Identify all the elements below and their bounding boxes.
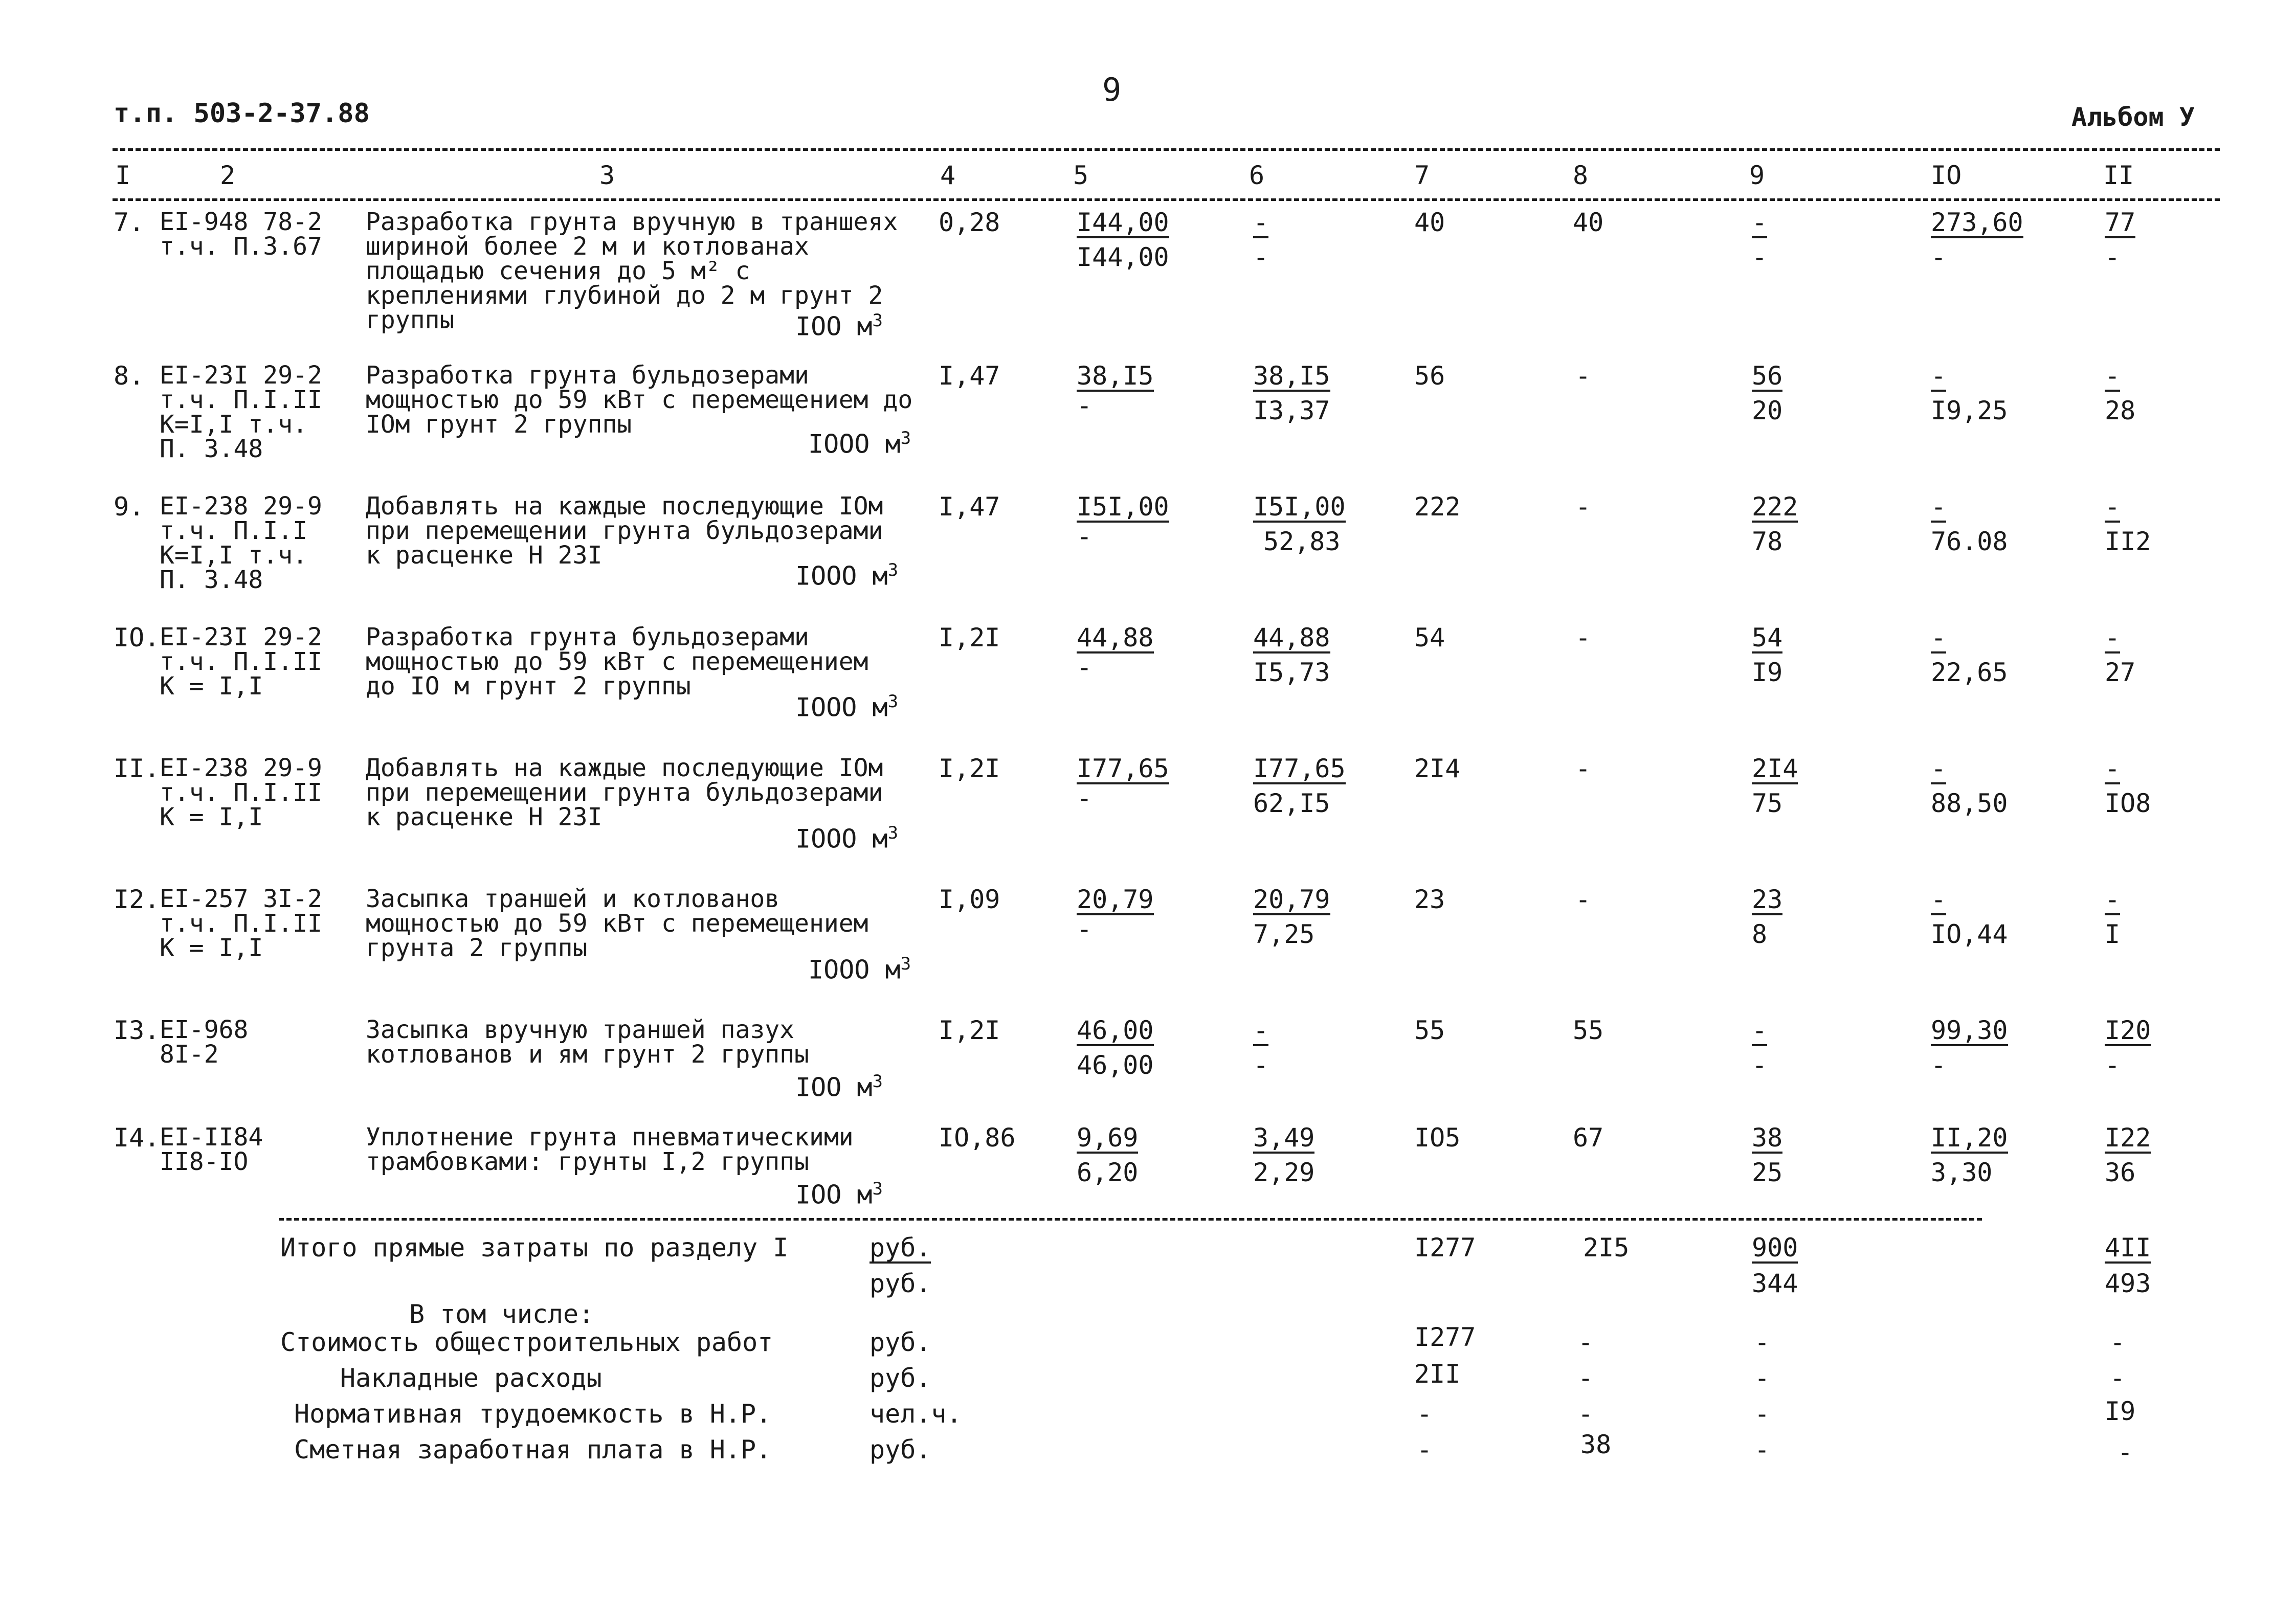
unit-cost-total: 20,79 [1077, 885, 1154, 914]
totals-line-c11: - [2117, 1437, 2133, 1467]
totals-line-unit: руб. [870, 1363, 931, 1393]
machine-cost: - [1752, 208, 1768, 237]
unit-cost-machine-wage: I5,73 [1253, 658, 1330, 687]
machine-wage: I9 [1752, 658, 1783, 687]
unit-cost-wage: - [1077, 652, 1093, 682]
labor-per-unit-machinist: 88,50 [1931, 788, 2008, 818]
total-cost: 2I4 [1414, 754, 1461, 783]
labor-per-unit-machinist: - [1931, 242, 1947, 272]
row-number: IO. [114, 623, 160, 652]
labor-per-unit: II,20 [1931, 1123, 2008, 1153]
labor-per-unit: - [1931, 623, 1947, 652]
column-header-9: 9 [1749, 161, 1765, 190]
row-number: I3. [114, 1016, 160, 1045]
measure-unit: IOO $м^3$ [795, 1071, 883, 1102]
machine-cost: - [1752, 1016, 1768, 1045]
unit-cost-wage: - [1077, 783, 1093, 813]
unit-cost-machine: 44,88 [1253, 623, 1330, 652]
header-top-rule [113, 148, 2220, 151]
work-description: Засыпка вручную траншей пазух котлованов и ям грунт 2 группы [366, 1016, 809, 1069]
rate-code: EI-23I 29-2 т.ч. П.I.II К = I,I [160, 623, 322, 701]
unit-cost-machine: I5I,00 [1253, 492, 1346, 522]
totals-line-c11: I9 [2105, 1396, 2136, 1426]
quantity: IO,86 [939, 1123, 1016, 1153]
column-header-4: 4 [940, 161, 956, 190]
labor-total: - [2105, 623, 2121, 652]
labor-per-unit-machinist: 22,65 [1931, 658, 2008, 687]
measure-unit: IOOO $м^3$ [795, 691, 899, 723]
direct-costs-wage: 2I5 [1583, 1233, 1630, 1263]
labor-per-unit: 99,30 [1931, 1016, 2008, 1045]
basic-wage: - [1575, 361, 1591, 391]
labor-total-machinist: I [2105, 919, 2121, 949]
album-label: Альбом У [2071, 102, 2195, 132]
labor-per-unit-machinist: 76.08 [1931, 527, 2008, 556]
unit-cost-machine: I77,65 [1253, 754, 1346, 783]
column-header-11: II [2103, 161, 2134, 190]
work-description: Добавлять на каждые последующие IOм при перемещении грунта бульдозерами к расценке Н 23I [366, 492, 883, 570]
basic-wage: - [1575, 623, 1591, 652]
machine-cost: 54 [1752, 623, 1783, 652]
rate-code: EI-23I 29-2 т.ч. П.I.II К=I,I т.ч. П. 3.48 [160, 361, 322, 463]
row-number: I2. [114, 885, 160, 914]
work-description: Разработка грунта бульдозерами мощностью до 59 кВт с перемещением до IOм грунт 2 группы [366, 361, 913, 439]
machine-cost: 38 [1752, 1123, 1783, 1153]
totals-line-c9: - [1754, 1327, 1770, 1357]
totals-line-label: Стоимость общестроительных работ [280, 1327, 773, 1357]
quantity: I,2I [939, 754, 1000, 783]
totals-line-c9: - [1754, 1363, 1770, 1393]
labor-total: I20 [2105, 1016, 2151, 1045]
totals-line-c8: - [1578, 1363, 1594, 1393]
labor-per-unit-machinist: I9,25 [1931, 396, 2008, 425]
machine-cost: 56 [1752, 361, 1783, 391]
document-reference: т.п. 503-2-37.88 [114, 98, 370, 129]
labor-total-machinist: II2 [2105, 527, 2151, 556]
unit-cost-total: 9,69 [1077, 1123, 1139, 1153]
labor-per-unit: - [1931, 885, 1947, 914]
measure-unit: IOOO $м^3$ [795, 560, 899, 591]
including-label: В том числе: [409, 1299, 594, 1329]
row-number: I4. [114, 1123, 160, 1153]
quantity: 0,28 [939, 208, 1000, 237]
unit-cost-machine-wage: 62,I5 [1253, 788, 1330, 818]
column-header-6: 6 [1249, 161, 1265, 190]
page-number: 9 [1102, 71, 1122, 108]
row-number: II. [114, 754, 160, 783]
machine-wage: 75 [1752, 788, 1783, 818]
column-header-5: 5 [1073, 161, 1089, 190]
direct-costs-total: I277 [1414, 1233, 1476, 1263]
unit-cost-machine: 20,79 [1253, 885, 1330, 914]
column-header-3: 3 [599, 161, 615, 190]
direct-costs-label: Итого прямые затраты по разделу I [280, 1233, 789, 1263]
rate-code: EI-948 78-2 т.ч. П.3.67 [160, 208, 322, 261]
totals-line-label: Нормативная трудоемкость в Н.Р. [294, 1399, 772, 1429]
unit-cost-machine-wage: 7,25 [1253, 919, 1315, 949]
basic-wage: 67 [1573, 1123, 1604, 1153]
unit-cost-wage: 6,20 [1077, 1158, 1139, 1187]
machine-wage: 25 [1752, 1158, 1783, 1187]
labor-per-unit: 273,60 [1931, 208, 2023, 237]
labor-total: - [2105, 885, 2121, 914]
unit-cost-machine: - [1253, 208, 1269, 237]
unit-cost-total: I5I,00 [1077, 492, 1169, 522]
totals-line-c7: - [1417, 1435, 1433, 1464]
totals-line-c8: 38 [1580, 1430, 1612, 1459]
quantity: I,47 [939, 361, 1000, 391]
direct-costs-machine-wage: 344 [1752, 1269, 1798, 1298]
labor-total: I22 [2105, 1123, 2151, 1153]
machine-wage: - [1752, 1050, 1768, 1080]
measure-unit: IOOO $м^3$ [795, 823, 899, 854]
direct-costs-labor-machinist: 493 [2105, 1269, 2151, 1298]
rate-code: EI-257 3I-2 т.ч. П.I.II К = I,I [160, 885, 322, 962]
header-bottom-rule [113, 198, 2220, 201]
rate-code: EI-238 29-9 т.ч. П.I.I К=I,I т.ч. П. 3.48 [160, 492, 322, 594]
labor-total: 77 [2105, 208, 2136, 237]
machine-wage: 20 [1752, 396, 1783, 425]
totals-line-unit: чел.ч. [870, 1399, 962, 1429]
labor-per-unit: - [1931, 754, 1947, 783]
total-cost: 222 [1414, 492, 1461, 522]
totals-line-c7: - [1417, 1399, 1433, 1429]
unit-cost-machine: 3,49 [1253, 1123, 1315, 1153]
labor-total: - [2105, 754, 2121, 783]
labor-total-machinist: 28 [2105, 396, 2136, 425]
unit-cost-machine-wage: - [1253, 242, 1269, 272]
totals-rule [279, 1218, 1982, 1221]
unit-cost-wage: - [1077, 522, 1093, 551]
unit-cost-total: 38,I5 [1077, 361, 1154, 391]
machine-cost: 23 [1752, 885, 1783, 914]
column-header-2: 2 [220, 161, 236, 190]
labor-total-machinist: - [2105, 242, 2121, 272]
rate-code: EI-238 29-9 т.ч. П.I.II К = I,I [160, 754, 322, 831]
unit-cost-wage: - [1077, 391, 1093, 420]
column-header-7: 7 [1414, 161, 1430, 190]
totals-line-c9: - [1754, 1399, 1770, 1429]
labor-total: - [2105, 492, 2121, 522]
unit-cost-wage: - [1077, 914, 1093, 944]
basic-wage: - [1575, 754, 1591, 783]
row-number: 9. [114, 492, 145, 522]
totals-line-unit: руб. [870, 1435, 931, 1464]
total-cost: 55 [1414, 1016, 1445, 1045]
labor-total-machinist: IO8 [2105, 788, 2151, 818]
measure-unit: IOOO $м^3$ [808, 428, 911, 459]
rate-code: EI-II84 II8-IO [160, 1123, 263, 1176]
machine-wage: - [1752, 242, 1768, 272]
basic-wage: 55 [1573, 1016, 1604, 1045]
machine-cost: 2I4 [1752, 754, 1798, 783]
unit-cost-machine-wage: - [1253, 1050, 1269, 1080]
rate-code: EI-968 8I-2 [160, 1016, 249, 1069]
column-header-8: 8 [1573, 161, 1589, 190]
unit-cost-machine-wage: 52,83 [1263, 527, 1341, 556]
basic-wage: - [1575, 885, 1591, 914]
total-cost: 40 [1414, 208, 1445, 237]
labor-total-machinist: 27 [2105, 658, 2136, 687]
totals-line-c9: - [1754, 1435, 1770, 1464]
total-cost: 54 [1414, 623, 1445, 652]
totals-line-c8: - [1578, 1327, 1594, 1357]
basic-wage: - [1575, 492, 1591, 522]
work-description: Разработка грунта вручную в траншеях шириной более 2 м и котлованах площадью сечения до 5 м² с креплениями глубиной до 2 м грунт 2 группы [366, 208, 898, 334]
labor-per-unit-machinist: IO,44 [1931, 919, 2008, 949]
labor-per-unit-machinist: - [1931, 1050, 1947, 1080]
totals-line-c11: - [2110, 1327, 2126, 1357]
work-description: Добавлять на каждые последующие IOм при перемещении грунта бульдозерами к расценке Н 23I [366, 754, 883, 831]
totals-line-label: Сметная заработная плата в Н.Р. [294, 1435, 772, 1464]
unit-cost-total: I44,00 [1077, 208, 1169, 237]
unit-cost-total: 46,00 [1077, 1016, 1154, 1045]
direct-costs-unit-2: руб. [870, 1269, 931, 1298]
total-cost: 56 [1414, 361, 1445, 391]
unit-cost-machine-wage: I3,37 [1253, 396, 1330, 425]
measure-unit: IOOO $м^3$ [808, 954, 911, 985]
row-number: 8. [114, 361, 145, 391]
machine-wage: 78 [1752, 527, 1783, 556]
unit-cost-total: 44,88 [1077, 623, 1154, 652]
labor-per-unit: - [1931, 492, 1947, 522]
totals-line-unit: руб. [870, 1327, 931, 1357]
quantity: I,09 [939, 885, 1000, 914]
quantity: I,47 [939, 492, 1000, 522]
unit-cost-machine: 38,I5 [1253, 361, 1330, 391]
total-cost: 23 [1414, 885, 1445, 914]
work-description: Засыпка траншей и котлованов мощностью до 59 кВт с перемещением грунта 2 группы [366, 885, 868, 962]
totals-line-c7: 2II [1414, 1359, 1461, 1389]
work-description: Уплотнение грунта пневматическими трамбовками: грунты I,2 группы [366, 1123, 854, 1176]
totals-line-label: Накладные расходы [340, 1363, 602, 1393]
unit-cost-wage: 46,00 [1077, 1050, 1154, 1080]
direct-costs-labor: 4II [2105, 1233, 2151, 1263]
labor-per-unit-machinist: 3,30 [1931, 1158, 1993, 1187]
labor-per-unit: - [1931, 361, 1947, 391]
totals-line-c11: - [2110, 1363, 2126, 1393]
total-cost: IO5 [1414, 1123, 1461, 1153]
unit-cost-wage: I44,00 [1077, 242, 1169, 272]
direct-costs-machine: 900 [1752, 1233, 1798, 1263]
direct-costs-unit: руб. [870, 1233, 931, 1263]
measure-unit: IOO $м^3$ [795, 1179, 883, 1210]
quantity: I,2I [939, 1016, 1000, 1045]
unit-cost-machine: - [1253, 1016, 1269, 1045]
column-header-1: I [115, 161, 131, 190]
work-description: Разработка грунта бульдозерами мощностью до 59 кВт с перемещением до IO м грунт 2 группы [366, 623, 868, 701]
labor-total-machinist: 36 [2105, 1158, 2136, 1187]
unit-cost-machine-wage: 2,29 [1253, 1158, 1315, 1187]
totals-line-c7: I277 [1414, 1322, 1476, 1352]
machine-cost: 222 [1752, 492, 1798, 522]
labor-total: - [2105, 361, 2121, 391]
column-header-10: IO [1931, 161, 1962, 190]
basic-wage: 40 [1573, 208, 1604, 237]
row-number: 7. [114, 208, 145, 237]
quantity: I,2I [939, 623, 1000, 652]
unit-cost-total: I77,65 [1077, 754, 1169, 783]
measure-unit: IOO $м^3$ [795, 310, 883, 342]
totals-line-c8: - [1578, 1399, 1594, 1429]
labor-total-machinist: - [2105, 1050, 2121, 1080]
machine-wage: 8 [1752, 919, 1768, 949]
